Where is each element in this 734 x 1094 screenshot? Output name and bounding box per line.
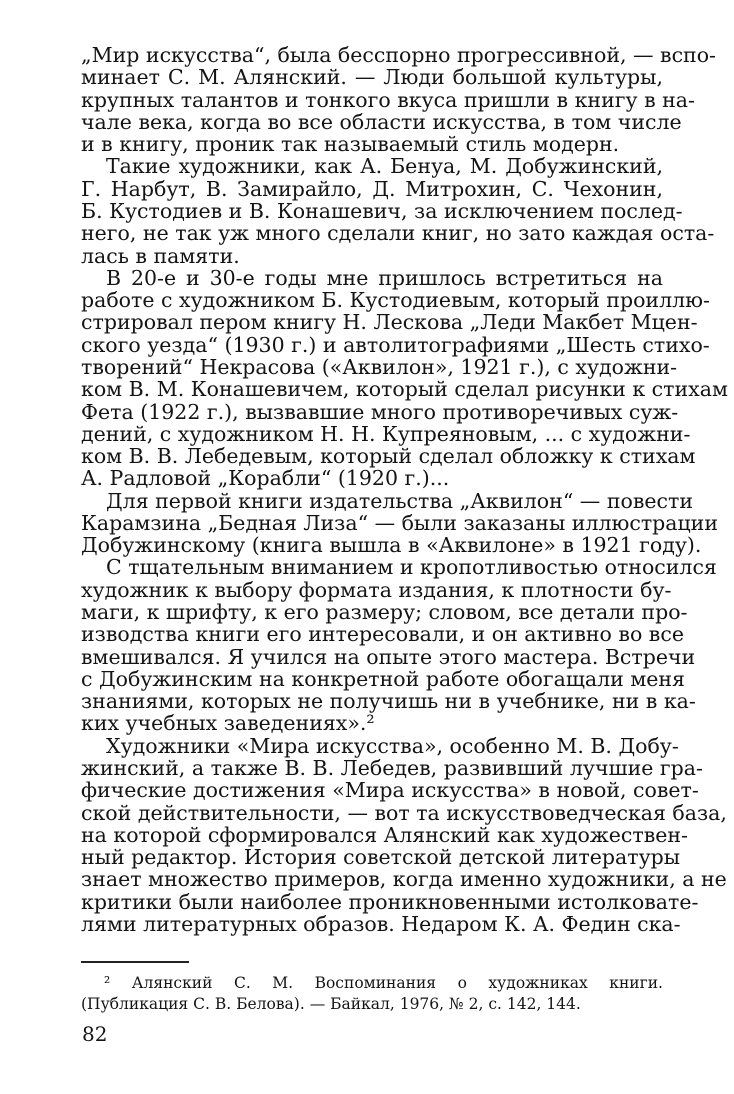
text-line: Карамзина „Бедная Лиза“ — были заказаны иллюстрации <box>81 510 719 535</box>
text-line: вмешивался. Я учился на опыте этого мастера. Встречи <box>81 644 696 669</box>
text-line: крупных талантов и тонкого вкуса пришли в книгу в на- <box>81 87 695 112</box>
text-line: маги, к шрифту, к его размеру; словом, все детали про- <box>81 600 688 624</box>
text-line: ком В. М. Конашевичем, который сделал рисунки к стихам <box>81 377 728 402</box>
text-line: Такие художники, как А. Бенуа, М. Добужинский, <box>106 154 663 179</box>
text-line: Б. Кустодиев и В. Конашевич, за исключением послед- <box>81 199 683 223</box>
text-line: знает множество примеров, когда именно художники, а не <box>81 867 727 892</box>
text-line: Для первой книги издательства „Аквилон“ — повести <box>106 488 693 513</box>
text-line: дений, с художником Н. Н. Купреяновым, ... с художни- <box>81 421 691 446</box>
text-line: лями литературных образов. Недаром К. А. Федин ска- <box>81 911 681 936</box>
text-line: художник к выбору формата издания, к плотности бу- <box>81 577 672 602</box>
text-line: „Мир искусства“, была бесспорно прогрессивной, — вспо- <box>81 43 716 67</box>
footnote-rule <box>81 961 189 963</box>
text-line: Добужинскому (книга вышла в «Аквилоне» в 1921 году). <box>81 533 702 558</box>
text-line: жинский, а также В. В. Лебедев, развивший лучшие гра- <box>81 756 703 780</box>
text-line: критики были наиболее проникновенными истолковате- <box>81 889 699 914</box>
text-line: С тщательным вниманием и кропотливостью относился <box>106 555 717 580</box>
text-line: В 20-е и 30-е годы мне пришлось встретиться на <box>106 265 663 290</box>
text-line: и в книгу, проник так называемый стиль модерн. <box>81 132 620 157</box>
text-line: Художники «Мира искусства», особенно М. В. Добу- <box>106 733 679 758</box>
text-line: стрировал пером книгу Н. Лескова „Леди Макбет Мцен- <box>81 310 698 335</box>
text-line: изводства книги его интересовали, и он активно во все <box>81 622 684 647</box>
text-line: знаниями, которых не получишь ни в учебнике, ни в ка- <box>81 689 696 714</box>
text-line: минает С. М. Алянский. — Люди большой культуры, <box>81 65 663 90</box>
text-line: лась в памяти. <box>81 243 240 268</box>
text-line: ких учебных заведениях».² <box>81 711 375 736</box>
text-line: ского уезда“ (1930 г.) и автолитографиями „Шесть стихо- <box>81 332 710 357</box>
text-line: ком В. В. Лебедевым, который сделал обложку к стихам <box>81 444 696 468</box>
text-line: него, не так уж много сделали книг, но зато каждая оста- <box>81 221 715 246</box>
text-line: Фета (1922 г.), вызвавшие много противоречивых суж- <box>81 399 679 424</box>
page-number: 82 <box>82 1022 108 1046</box>
text-line: чале века, когда во все области искусства, в том числе <box>81 109 682 134</box>
text-line: ный редактор. История советской детской литературы <box>81 845 681 870</box>
text-line: творений“ Некрасова («Аквилон», 1921 г.), с художни- <box>81 354 678 379</box>
text-line: фические достижения «Мира искусства» в новой, совет- <box>81 778 699 803</box>
text-line: на которой сформировался Алянский как художествен- <box>81 822 688 847</box>
text-line: ской действительности, — вот та искусствоведческая база, <box>81 800 727 825</box>
text-line: А. Радловой „Корабли“ (1920 г.)... <box>81 466 450 491</box>
footnote-line: (Публикация С. В. Белова). — Байкал, 1976, № 2, с. 142, 144. <box>81 995 581 1013</box>
footnote-line: ² Алянский С. М. Воспоминания о художниках книги. <box>104 974 663 992</box>
text-line: с Добужинским на конкретной работе обогащали меня <box>81 666 685 691</box>
text-line: работе с художником Б. Кустодиевым, который проиллю- <box>81 288 710 313</box>
text-line: Г. Нарбут, В. Замирайло, Д. Митрохин, С. Чехонин, <box>81 176 663 201</box>
